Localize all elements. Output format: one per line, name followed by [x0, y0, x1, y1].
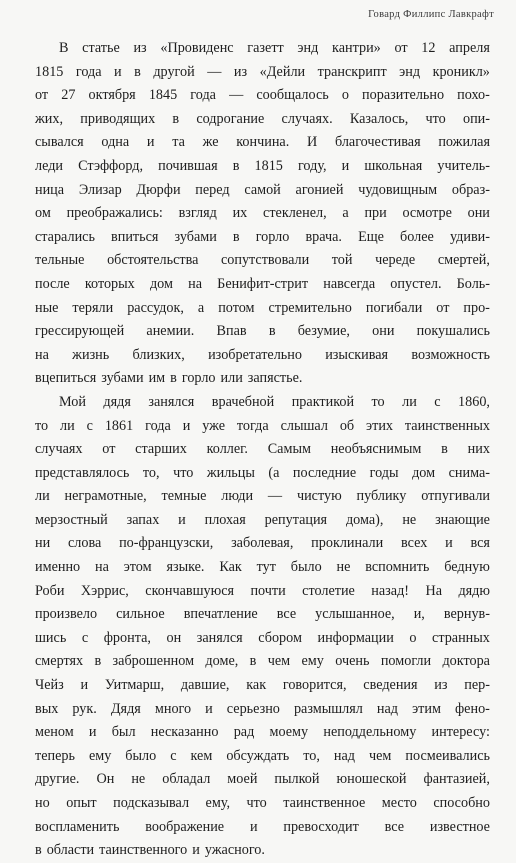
text-line: на жизнь близких, изобретательно изыскивая возможность	[35, 346, 490, 363]
text-line: вцепиться зубами им в горло или запястье.	[35, 370, 303, 387]
text-line: Роби Хэррис, скончавшуюся почти столетие назад! На дядю	[35, 582, 490, 599]
text-line: то ли с 1861 года и уже тогда слышал об этих таинственных	[35, 417, 490, 434]
text-line: в области таинственного и ужасного.	[35, 842, 265, 859]
text-line: сывался одна и та же кончина. И благочестивая пожилая	[35, 134, 490, 151]
text-line: ные теряли рассудок, а потом стремительно погибали от про-	[35, 299, 490, 316]
text-line: именно на этом языке. Как тут было не вспомнить бедную	[35, 559, 490, 576]
text-line: от 27 октября 1845 года — сообщалось о поразительно похо-	[35, 87, 490, 104]
text-line: ом преображались: взгляд их стекленел, а при осмотре они	[35, 205, 490, 222]
text-line: смертях в заброшенном доме, в чем ему очень помогли доктора	[35, 653, 490, 670]
text-line: произвело сильное впечатление все услышанное, и, вернув-	[35, 606, 490, 623]
text-line: ни слова по-французски, заболевая, проклинали всех и вся	[35, 535, 490, 552]
text-line: случаях от старших коллег. Самым необъяснимым в них	[35, 441, 490, 458]
page-body	[35, 37, 490, 863]
text-line: жих, приводящих в содрогание случаях. Казалось, что опи-	[35, 110, 490, 127]
text-line: теперь ему было с кем обсуждать то, над чем посмеивались	[35, 747, 490, 764]
running-header: Говард Филлипс Лавкрафт	[368, 9, 494, 20]
text-line: старались впиться зубами в горло врача. Еще более удиви-	[35, 228, 490, 245]
text-line: шись с фронта, он занялся сбором информации о странных	[35, 629, 490, 646]
text-line: после которых дом на Бенифит-стрит навсегда опустел. Боль-	[35, 275, 490, 292]
text-line: ли неграмотные, темные люди — чистую публику отпугивали	[35, 488, 490, 505]
text-line: грессирующей анемии. Впав в безумие, они покушались	[35, 323, 490, 340]
text-line: мерзостный запах и плохая репутация дома), не знающие	[35, 511, 490, 528]
text-line: но опыт подсказывал ему, что таинственное место способно	[35, 795, 490, 811]
text-line: вых рук. Дядя много и серьезно размышлял над этим фено-	[35, 700, 490, 717]
text-line: ница Элизар Дюрфи перед самой агонией чудовищным образ-	[35, 181, 490, 198]
text-line: тельные обстоятельства сопутствовали той череде смертей,	[35, 252, 490, 269]
text-line: другие. Он не обладал моей пылкой юношеской фантазией,	[35, 771, 490, 788]
text-line: В статье из «Провиденс газетт энд кантри» от 12 апреля	[59, 40, 490, 56]
text-line: Чейз и Уитмарш, давшие, как говорится, сведения из пер-	[35, 677, 490, 694]
text-line: представлялось то, что жильцы (а последние годы дом снима-	[35, 464, 490, 481]
paragraph	[35, 37, 490, 391]
text-line: Мой дядя занялся врачебной практикой то ли с 1860,	[59, 393, 490, 410]
text-line: воспламенить воображение и превосходит все известное	[35, 818, 490, 835]
text-line: меном и был несказанно рад моему неподдельному интересу:	[35, 724, 490, 741]
paragraph	[35, 391, 490, 863]
text-line: леди Стэффорд, почившая в 1815 году, и школьная учитель-	[35, 157, 490, 174]
text-line: 1815 года и в другой — из «Дейли транскрипт энд кроникл»	[35, 63, 490, 80]
